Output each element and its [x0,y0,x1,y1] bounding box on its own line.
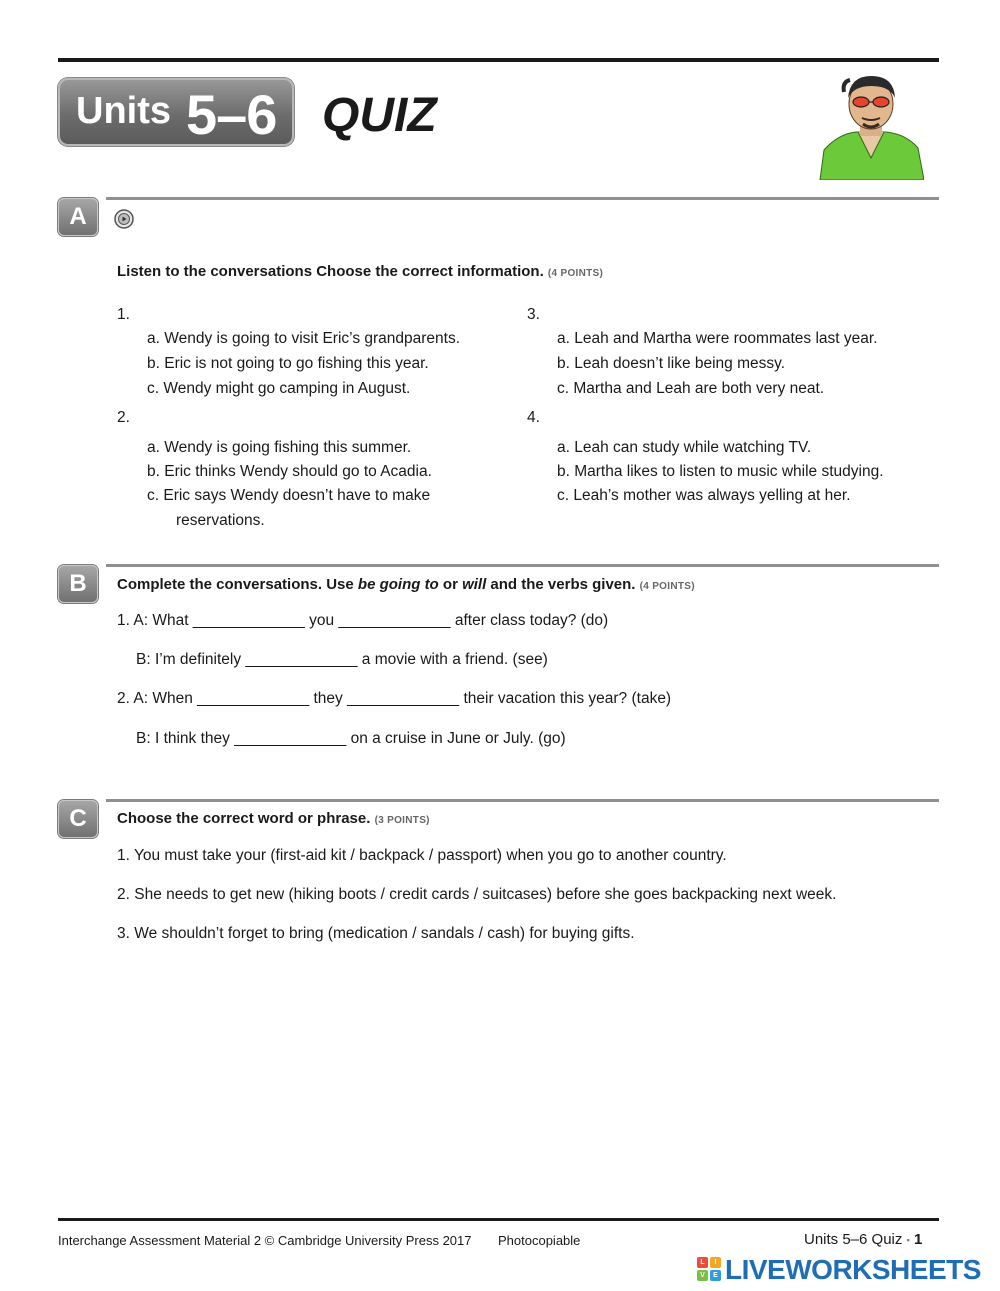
option[interactable]: a. Wendy is going fishing this summer. [147,439,412,456]
instruction-text: or [438,576,463,593]
option[interactable]: c. Eric says Wendy doesn’t have to make [147,487,431,504]
conversation-line[interactable]: 1. A: What _____________ you _____________ after class today? (do) [117,612,609,629]
conversation-line[interactable]: 2. A: When _____________ they _____________ their vacation this year? (take) [117,690,672,707]
quiz-title: QUIZ [322,89,437,142]
man-with-sunglasses-icon [818,72,924,180]
liveworksheets-logo-icon [697,1257,721,1281]
top-rule [58,58,939,62]
section-a-instruction [117,263,603,280]
units-word: Units [76,90,171,132]
brand-name: LIVEWORKSHEETS [725,1254,981,1285]
question-4-number: 4. [527,409,540,426]
points-label: (3 POINTS) [374,815,430,826]
question-2-number: 2. [117,409,130,426]
option[interactable]: c. Wendy might go camping in August. [147,380,411,397]
units-range: 5–6 [186,83,277,146]
instruction-text: Listen to the conversations Choose the correct information. [117,263,544,280]
instruction-emphasis: will [462,576,487,593]
section-a-rule [106,197,939,200]
footer-photocopiable: Photocopiable [498,1233,581,1248]
conversation-line[interactable]: B: I think they _____________ on a cruise in June or July. (go) [136,730,566,747]
instruction-text: Choose the correct word or phrase. [117,810,371,827]
section-c-rule [106,799,939,802]
option[interactable]: c. Martha and Leah are both very neat. [557,380,825,397]
conversation-line[interactable]: B: I’m definitely _____________ a movie with a friend. (see) [136,651,548,668]
page-number: 1 [913,1231,923,1248]
quiz-label: Units 5–6 Quiz [804,1231,903,1248]
footer-copyright: Interchange Assessment Material 2 © Cambridge University Press 2017 [58,1233,472,1248]
option[interactable]: b. Martha likes to listen to music while studying. [557,463,884,480]
points-label: (4 POINTS) [547,268,604,279]
option[interactable]: b. Leah doesn’t like being messy. [557,355,786,372]
units-badge [58,78,294,146]
section-c-badge: C [58,800,98,838]
footer-rule [58,1218,939,1221]
audio-play-icon[interactable] [114,209,134,229]
phrase-question[interactable]: 3. We shouldn’t forget to bring (medication / sandals / cash) for buying gifts. [117,925,635,942]
section-b-badge: B [58,565,98,603]
points-label: (4 POINTS) [639,581,695,592]
option[interactable]: c. Leah’s mother was always yelling at her. [557,487,851,504]
footer-page-label [804,1231,922,1248]
option[interactable]: b. Eric is not going to go fishing this year. [147,355,429,372]
phrase-question[interactable]: 2. She needs to get new (hiking boots / credit cards / suitcases) before she goes backpacking next week. [117,886,837,903]
section-c-instruction [117,810,430,827]
logo-letter: V [697,1270,708,1281]
logo-letter: I [710,1257,721,1268]
section-b-instruction [117,576,695,593]
separator-icon: ▪ [906,1235,910,1246]
section-a-badge: A [58,198,98,236]
instruction-text: and the verbs given. [486,576,636,593]
logo-letter: L [697,1257,708,1268]
option[interactable]: a. Wendy is going to visit Eric’s grandparents. [147,330,461,347]
option[interactable]: a. Leah and Martha were roommates last year. [557,330,878,347]
instruction-text: Complete the conversations. Use [117,576,358,593]
question-3-number: 3. [527,306,540,323]
logo-letter: E [710,1270,721,1281]
option-continuation: reservations. [176,512,265,529]
option[interactable]: a. Leah can study while watching TV. [557,439,812,456]
section-b-rule [106,564,939,567]
phrase-question[interactable]: 1. You must take your (first-aid kit / backpack / passport) when you go to another country. [117,847,727,864]
instruction-emphasis: be going to [357,576,439,593]
option[interactable]: b. Eric thinks Wendy should go to Acadia. [147,463,432,480]
question-1-number: 1. [117,306,130,323]
